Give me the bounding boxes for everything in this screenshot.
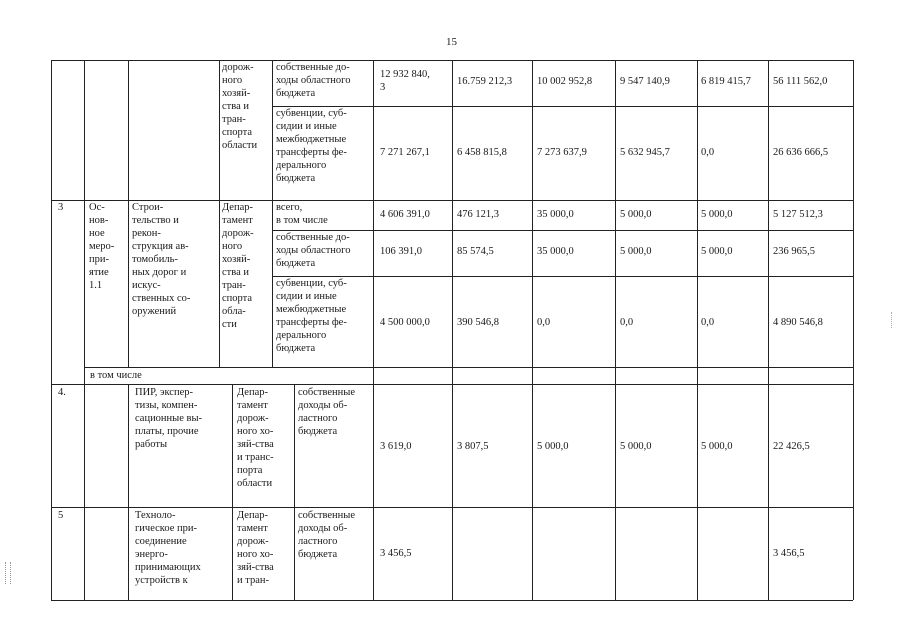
executor-cell: Депар- тамент дорож- ного хозяй- ства и тран- спорта обла- сти: [222, 202, 254, 330]
activity-description-cell: Строи- тельство и рекон- струкция ав- томобиль- ных дорог и искус- ственных со- оружений: [132, 202, 191, 317]
funding-source-cell: субвенции, суб- сидии и иные межбюджетные трансферты фе- дерального бюджета: [276, 108, 347, 184]
value-cell: 4 500 000,0: [380, 317, 430, 328]
value-cell: 5 000,0: [701, 441, 733, 452]
value-cell: 22 426,5: [773, 441, 810, 452]
value-cell: 56 111 562,0: [773, 76, 828, 87]
table-line: [615, 384, 616, 600]
funding-source-cell: собственные доходы об- ластного бюджета: [298, 387, 356, 437]
value-cell: 4 606 391,0: [380, 209, 430, 220]
funding-source-cell: собственные до- ходы областного бюджета: [276, 62, 351, 99]
value-cell: 26 636 666,5: [773, 147, 829, 158]
value-cell: 106 391,0: [380, 246, 422, 257]
value-cell: 6 458 815,8: [457, 147, 507, 158]
table-line: [272, 106, 853, 107]
value-cell: 3 807,5: [457, 441, 489, 452]
row-number-cell: 5: [58, 510, 64, 521]
table-line: [532, 384, 533, 600]
activity-description-cell: Техноло- гическое при- соединение энерго- принимающих устройств к: [135, 510, 201, 586]
value-cell: 10 002 952,8: [537, 76, 593, 87]
executor-cell: Депар- тамент дорож- ного хо- зяй-ства и тран-: [237, 510, 274, 586]
value-cell: 7 271 267,1: [380, 147, 430, 158]
binding-mark: [5, 562, 11, 584]
table-line: [232, 384, 233, 600]
executor-cell: дорож- ного хозяй- ства и тран- спорта области: [222, 62, 258, 151]
table-line: [128, 60, 129, 367]
funding-source-cell: собственные до- ходы областного бюджета: [276, 232, 351, 269]
table-line: [697, 384, 698, 600]
value-cell: 476 121,3: [457, 209, 499, 220]
activity-description-cell: ПИР, экспер- тизы, компен- сационные вы- платы, прочие работы: [135, 387, 203, 450]
value-cell: 9 547 140,9: [620, 76, 670, 87]
table-line: [452, 60, 453, 384]
table-line: [219, 60, 220, 367]
page-number: 15: [446, 36, 457, 48]
value-cell: 85 574,5: [457, 246, 494, 257]
value-cell: 12 932 840, 3: [380, 69, 430, 93]
table-line: [84, 384, 85, 600]
value-cell: 5 127 512,3: [773, 209, 823, 220]
value-cell: 4 890 546,8: [773, 317, 823, 328]
value-cell: 3 619,0: [380, 441, 412, 452]
table-line: [768, 384, 769, 600]
funding-source-cell: субвенции, суб- сидии и иные межбюджетные трансферты фе- дерального бюджета: [276, 278, 347, 354]
value-cell: 35 000,0: [537, 209, 574, 220]
funding-source-cell: собственные доходы об- ластного бюджета: [298, 510, 356, 560]
value-cell: 236 965,5: [773, 246, 815, 257]
value-cell: 3 456,5: [380, 548, 412, 559]
table-line: [51, 60, 52, 600]
value-cell: 5 000,0: [620, 209, 652, 220]
value-cell: 5 632 945,7: [620, 147, 670, 158]
table-line: [532, 60, 533, 384]
value-cell: 3 456,5: [773, 548, 805, 559]
table-line: [128, 384, 129, 600]
value-cell: 5 000,0: [620, 441, 652, 452]
table-line: [84, 367, 853, 368]
funding-source-cell: всего, в том числе: [276, 202, 328, 226]
table-line: [51, 600, 853, 601]
table-line: [615, 60, 616, 384]
table-line: [768, 60, 769, 384]
value-cell: 16.759 212,3: [457, 76, 513, 87]
value-cell: 7 273 637,9: [537, 147, 587, 158]
value-cell: 390 546,8: [457, 317, 499, 328]
value-cell: 0,0: [537, 317, 551, 328]
including-label: в том числе: [90, 370, 142, 381]
table-line: [272, 60, 273, 367]
table-line: [697, 60, 698, 384]
scan-artifact: [891, 312, 894, 328]
table-line: [294, 384, 295, 600]
activity-type-cell: Ос- нов- ное меро- при- ятие 1.1: [89, 202, 115, 291]
table-line: [84, 60, 85, 384]
value-cell: 35 000,0: [537, 246, 574, 257]
table-line: [853, 60, 854, 600]
value-cell: 0,0: [620, 317, 634, 328]
value-cell: 5 000,0: [701, 246, 733, 257]
value-cell: 0,0: [701, 317, 715, 328]
executor-cell: Депар- тамент дорож- ного хо- зяй-ства и транс- порта области: [237, 387, 274, 489]
value-cell: 5 000,0: [537, 441, 569, 452]
table-line: [272, 230, 853, 231]
table-line: [452, 384, 453, 600]
table-line: [373, 384, 374, 600]
value-cell: 5 000,0: [701, 209, 733, 220]
table-line: [373, 60, 374, 384]
value-cell: 0,0: [701, 147, 715, 158]
row-number-cell: 4.: [58, 387, 66, 398]
value-cell: 6 819 415,7: [701, 76, 751, 87]
table-line: [272, 276, 853, 277]
value-cell: 5 000,0: [620, 246, 652, 257]
row-number-cell: 3: [58, 202, 64, 213]
